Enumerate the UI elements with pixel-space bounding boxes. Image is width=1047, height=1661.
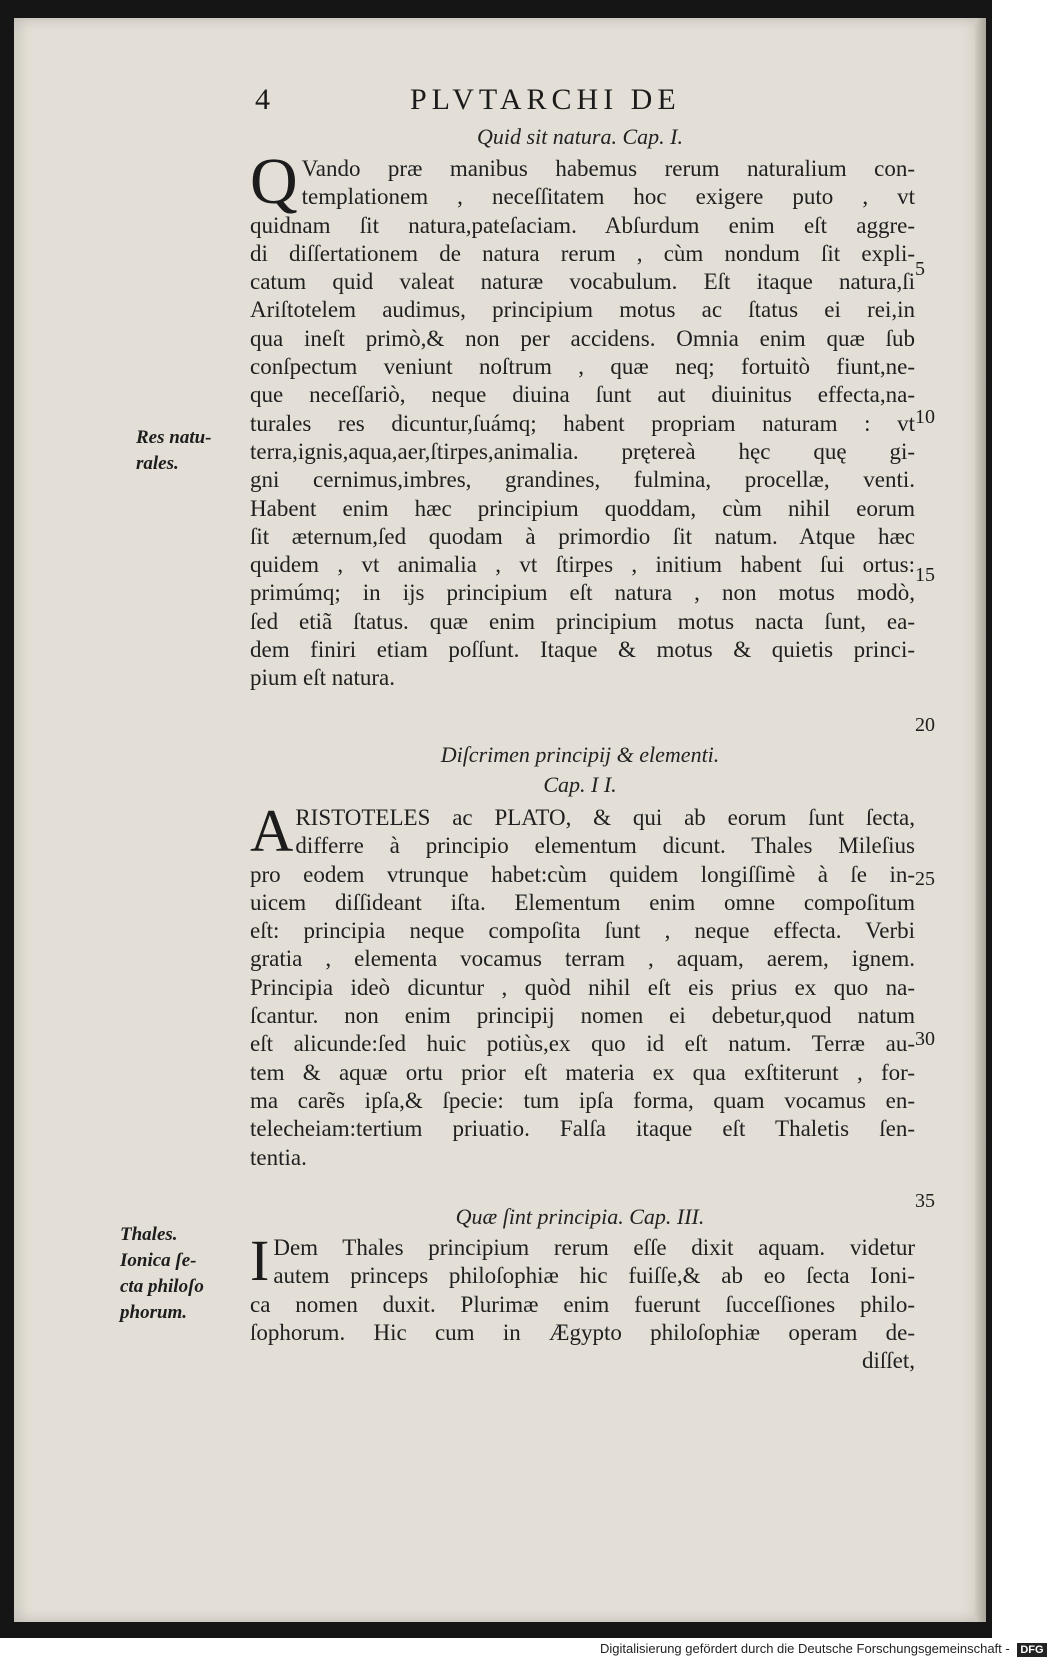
line-number: 35 xyxy=(915,1190,935,1212)
drop-cap-q: Q xyxy=(250,145,298,218)
text-line: ſcantur. non enim principij nomen ei debetur,quod natum xyxy=(250,1003,915,1029)
text-line: uicem diſſideant iſta. Elementum enim omne compoſitum xyxy=(250,889,915,915)
text-line: Vando præ manibus habemus rerum naturalium con- xyxy=(301,156,915,181)
drop-cap-a: A xyxy=(250,798,294,864)
text-line: conſpectum veniunt noſtrum , quæ neq; fortuitò fiunt,ne- xyxy=(250,354,915,380)
text-line: Ariſtotelem audimus, principium motus ac ſtatus ei rei,in xyxy=(250,297,915,323)
text-line: quidnam ſit natura,pateſaciam. Abſurdum enim eſt aggre- xyxy=(250,212,915,238)
text-line: turales res dicuntur,ſuámq; habent propriam naturam : vt xyxy=(250,410,915,436)
text-line: eſt alicunde:ſed huic potiùs,ex quo id eſt natum. Terræ au- xyxy=(250,1031,915,1057)
text-line: qua ineſt primò,& non per accidens. Omnia enim quæ ſub xyxy=(250,325,915,351)
dfg-logo: DFG xyxy=(1017,1643,1046,1657)
running-head: PLVTARCHI DE xyxy=(410,83,681,116)
text-line: Principia ideò dicuntur , quòd nihil eſt eis prius ex quo na- xyxy=(250,974,915,1000)
page-number: 4 xyxy=(255,83,270,116)
text-line: ſit æternum,ſed quodam à primordio ſit natum. Atque hæc xyxy=(250,523,915,549)
drop-cap-i: I xyxy=(250,1228,270,1293)
chapter-2-subheading: Cap. I I. xyxy=(543,772,617,797)
text-line: catum quid valeat naturæ vocabulum. Eſt itaque natura,ſi xyxy=(250,269,915,295)
text-line: RISTOTELES ac PLATO, & qui ab eorum ſunt ſecta, xyxy=(295,805,915,830)
line-number: 5 xyxy=(915,258,925,280)
text-line: pro eodem vtrunque habet:cùm quidem longiſſimè à ſe in- xyxy=(250,861,915,887)
text-line: templationem , neceſſitatem hoc exigere puto , vt xyxy=(301,184,915,210)
chapter-1-text xyxy=(250,145,915,693)
chapter-2-heading: Diſcrimen principij & elementi. xyxy=(440,742,720,767)
text-line: ca nomen duxit. Plurimæ enim fuerunt ſucceſſiones philo- xyxy=(250,1291,915,1317)
text-line: Dem Thales principium rerum eſſe dixit aquam. videtur xyxy=(273,1235,915,1260)
digitization-footer xyxy=(600,1641,1047,1657)
page-edge xyxy=(975,18,986,1622)
text-line: gratia , elementa vocamus terram , aquam, aerem, ignem. xyxy=(250,946,915,972)
text-line: Habent enim hæc principium quoddam, cùm nihil eorum xyxy=(250,495,915,521)
text-line: ſophorum. Hic cum in Ægypto philoſophiæ operam de- xyxy=(250,1319,915,1345)
text-line: dem finiri etiam poſſunt. Itaque & motus & quietis princi- xyxy=(250,637,915,663)
chapter-3-text xyxy=(250,1228,915,1375)
line-number: 25 xyxy=(915,868,935,890)
line-number: 15 xyxy=(915,564,935,586)
text-line: gni cernimus,imbres, grandines, fulmina, procellæ, venti. xyxy=(250,467,915,493)
footer-text: Digitalisierung gefördert durch die Deutsche Forschungsgemeinschaft - xyxy=(600,1641,1010,1656)
text-line: autem princeps philoſophiæ hic fuiſſe,& ab eo ſecta Ioni- xyxy=(273,1263,915,1289)
text-line: pium eſt natura. xyxy=(250,665,395,691)
text-line: di diſſertationem de natura rerum , cùm nondum ſit expli- xyxy=(250,240,915,266)
text-line: quidem , vt animalia , vt ſtirpes , initium habent ſui ortus: xyxy=(250,552,915,578)
line-number: 10 xyxy=(915,406,935,428)
text-line: ma carẽs ipſa,& ſpecie: tum ipſa forma, quam vocamus en- xyxy=(250,1087,915,1113)
chapter-1-heading: Quid sit natura. Cap. I. xyxy=(477,124,683,149)
text-line: differre à principio elementum dicunt. Thales Mileſius xyxy=(295,833,915,859)
text-line: ſed etiã ſtatus. quæ enim principium motus nacta ſunt, ea- xyxy=(250,608,915,634)
text-line: terra,ignis,aqua,aer,ſtirpes,animalia. prętereà hęc quę gi- xyxy=(250,438,915,464)
text-line: tem & aquæ ortu prior eſt materia ex qua exſtiterunt , for- xyxy=(250,1059,915,1085)
chapter-2-text xyxy=(250,798,915,1172)
line-number: 20 xyxy=(915,714,935,736)
text-line: eſt: principia neque compoſita ſunt , neque effecta. Verbi xyxy=(250,918,915,944)
text-line: telecheiam:tertium priuatio. Falſa itaque eſt Thaletis ſen- xyxy=(250,1116,915,1142)
text-line: diſſet, xyxy=(861,1348,915,1374)
margin-note-res-naturales: Res natu- rales. xyxy=(136,427,212,474)
text-line: primúmq; in ijs principium eſt natura , non motus modò, xyxy=(250,580,915,606)
margin-note-thales: Thales. Ionica ſe- cta philoſo phorum. xyxy=(120,1224,204,1323)
text-line: que neceſſariò, neque diuina ſunt aut diuinitus effecta,na- xyxy=(250,382,915,408)
text-line: tentia. xyxy=(250,1144,307,1170)
line-number: 30 xyxy=(915,1028,935,1050)
chapter-3-heading: Quæ ſint principia. Cap. III. xyxy=(455,1204,705,1229)
